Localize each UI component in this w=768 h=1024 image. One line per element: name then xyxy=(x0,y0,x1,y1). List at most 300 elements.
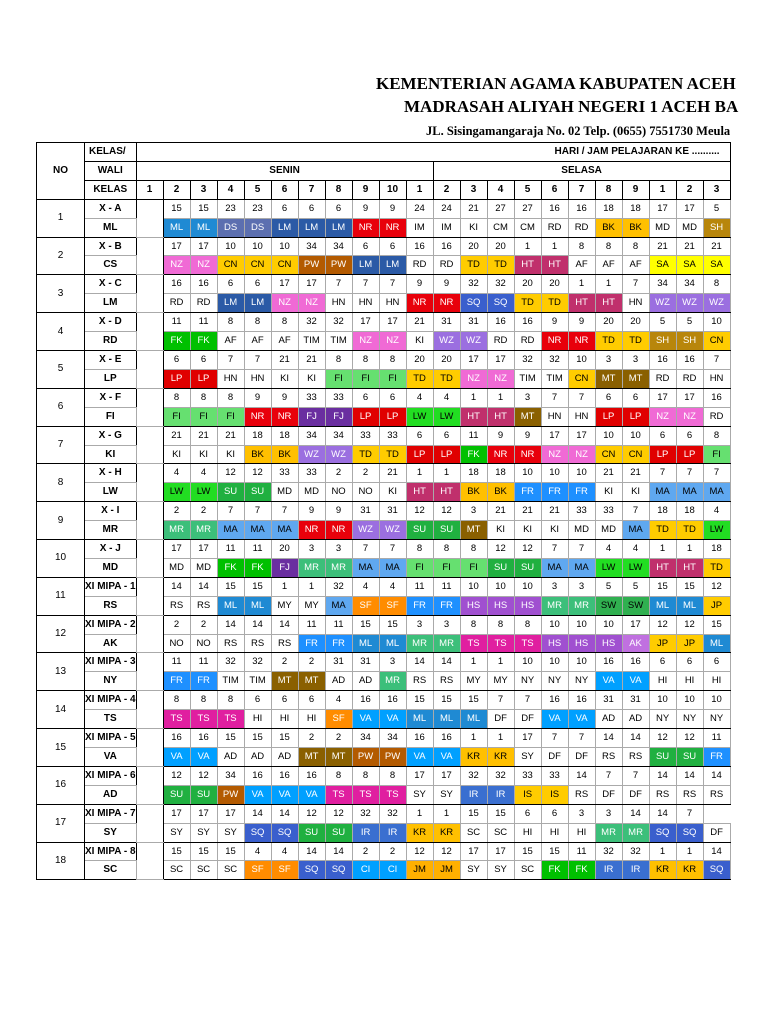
teacher-code: SH xyxy=(649,332,676,351)
teacher-code: AF xyxy=(568,256,595,275)
period-number: 3 xyxy=(568,804,595,823)
period-number: 2 xyxy=(352,842,379,861)
teacher-code: IR xyxy=(622,861,649,880)
period-number: 7 xyxy=(703,350,730,369)
teacher-code: TD xyxy=(703,558,730,577)
period-number: 6 xyxy=(325,199,352,218)
period-number: 17 xyxy=(406,766,433,785)
period-number: 12 xyxy=(244,464,271,483)
period-number: 16 xyxy=(406,237,433,256)
period-number: 18 xyxy=(676,502,703,521)
period-number: 33 xyxy=(298,388,325,407)
teacher-code: CM xyxy=(487,218,514,237)
period-number: 15 xyxy=(433,691,460,710)
teacher-code: RS xyxy=(703,785,730,804)
teacher-code: TIM xyxy=(325,332,352,351)
period-number: 3 xyxy=(325,540,352,559)
period-number: 1 xyxy=(541,237,568,256)
period-number: 17 xyxy=(298,275,325,294)
teacher-code: TD xyxy=(379,445,406,464)
period-number: 11 xyxy=(406,577,433,596)
period-number: 15 xyxy=(271,729,298,748)
period-number: 3 xyxy=(379,653,406,672)
hour-selasa: 3 xyxy=(460,180,487,199)
teacher-code: SQ xyxy=(676,823,703,842)
teacher-code: HS xyxy=(460,596,487,615)
teacher-code: NR xyxy=(568,332,595,351)
class-name: X - F xyxy=(85,388,137,407)
period-number: 7 xyxy=(352,275,379,294)
kelas-header: KELAS/ xyxy=(85,143,137,162)
period-number: 3 xyxy=(595,804,622,823)
teacher-code: IR xyxy=(595,861,622,880)
period-number: 34 xyxy=(649,275,676,294)
teacher-code: CN xyxy=(595,445,622,464)
hour-selasa: 1 xyxy=(406,180,433,199)
teacher-code: FK xyxy=(244,558,271,577)
period-number: 33 xyxy=(514,766,541,785)
period-number: 15 xyxy=(190,199,217,218)
teacher-code: LM xyxy=(244,294,271,313)
teacher-code: LW xyxy=(622,558,649,577)
period-number: 4 xyxy=(190,464,217,483)
teacher-code: TIM xyxy=(244,672,271,691)
empty-hour-cell xyxy=(136,313,163,351)
period-number: 11 xyxy=(568,842,595,861)
period-number: 11 xyxy=(163,653,190,672)
teacher-code: SF xyxy=(325,710,352,729)
period-number: 16 xyxy=(244,766,271,785)
period-number: 32 xyxy=(244,653,271,672)
teacher-code: TD xyxy=(595,332,622,351)
period-number: 10 xyxy=(703,691,730,710)
period-number: 9 xyxy=(487,426,514,445)
period-number: 18 xyxy=(460,464,487,483)
teacher-code: SH xyxy=(703,218,730,237)
day-selasa: SELASA xyxy=(433,161,730,180)
period-number: 7 xyxy=(622,275,649,294)
period-number: 8 xyxy=(703,275,730,294)
teacher-code: DS xyxy=(217,218,244,237)
teacher-code: AD xyxy=(352,672,379,691)
period-number: 5 xyxy=(622,577,649,596)
teacher-code: WZ xyxy=(649,294,676,313)
period-number: 3 xyxy=(460,502,487,521)
period-number: 17 xyxy=(487,350,514,369)
teacher-code: TD xyxy=(460,256,487,275)
period-number: 9 xyxy=(541,313,568,332)
teacher-code: MA xyxy=(379,558,406,577)
period-number: 4 xyxy=(271,842,298,861)
hour-selasa: 7 xyxy=(568,180,595,199)
header-line-2: MADRASAH ALIYAH NEGERI 1 ACEH BA xyxy=(404,97,739,116)
teacher-code: ML xyxy=(406,710,433,729)
teacher-code: MD xyxy=(649,218,676,237)
period-number: 6 xyxy=(163,350,190,369)
teacher-code: IR xyxy=(352,823,379,842)
teacher-code: KI xyxy=(460,218,487,237)
period-number: 14 xyxy=(217,615,244,634)
teacher-code: NZ xyxy=(163,256,190,275)
teacher-code: VA xyxy=(595,672,622,691)
period-number: 6 xyxy=(352,388,379,407)
row-number: 1 xyxy=(37,199,85,237)
period-number: 12 xyxy=(406,842,433,861)
period-number: 6 xyxy=(703,653,730,672)
teacher-code: KR xyxy=(433,823,460,842)
period-number: 7 xyxy=(244,350,271,369)
teacher-code: NR xyxy=(244,407,271,426)
teacher-code: MT xyxy=(298,748,325,767)
teacher-code: AD xyxy=(244,748,271,767)
teacher-code: SF xyxy=(271,861,298,880)
period-number: 20 xyxy=(487,237,514,256)
teacher-code: HT xyxy=(595,294,622,313)
teacher-code: MA xyxy=(325,596,352,615)
hour-senin: 8 xyxy=(325,180,352,199)
period-number: 6 xyxy=(298,199,325,218)
hour-next: 2 xyxy=(676,180,703,199)
period-number: 21 xyxy=(190,426,217,445)
period-number: 3 xyxy=(595,350,622,369)
teacher-code: SQ xyxy=(649,823,676,842)
period-number: 7 xyxy=(676,464,703,483)
teacher-code: RS xyxy=(217,634,244,653)
period-number: 9 xyxy=(325,502,352,521)
period-number: 7 xyxy=(622,766,649,785)
homeroom-code: VA xyxy=(85,748,137,767)
teacher-code: MA xyxy=(676,483,703,502)
period-number: 12 xyxy=(649,729,676,748)
period-number: 6 xyxy=(433,426,460,445)
period-number: 16 xyxy=(190,275,217,294)
teacher-code: MT xyxy=(298,672,325,691)
period-number: 14 xyxy=(190,577,217,596)
period-number: 2 xyxy=(190,502,217,521)
teacher-code: RD xyxy=(703,407,730,426)
period-number: 23 xyxy=(244,199,271,218)
teacher-code: TS xyxy=(352,785,379,804)
period-number: 10 xyxy=(568,464,595,483)
period-number: 12 xyxy=(649,615,676,634)
period-number: 15 xyxy=(217,729,244,748)
period-number: 7 xyxy=(487,691,514,710)
teacher-code: VA xyxy=(271,785,298,804)
period-number: 16 xyxy=(568,199,595,218)
period-number: 33 xyxy=(325,388,352,407)
teacher-code: IS xyxy=(541,785,568,804)
period-number: 20 xyxy=(622,313,649,332)
teacher-code: MR xyxy=(595,823,622,842)
period-number: 11 xyxy=(190,653,217,672)
hour-senin: 5 xyxy=(244,180,271,199)
teacher-code: MT xyxy=(460,521,487,540)
period-number: 17 xyxy=(163,804,190,823)
period-number: 16 xyxy=(622,653,649,672)
class-name: XI MIPA - 7 xyxy=(85,804,137,823)
period-number: 24 xyxy=(433,199,460,218)
period-number: 11 xyxy=(325,615,352,634)
teacher-code: NZ xyxy=(298,294,325,313)
period-number: 16 xyxy=(406,729,433,748)
teacher-code: RS xyxy=(622,748,649,767)
hour-selasa: 8 xyxy=(595,180,622,199)
row-number: 12 xyxy=(37,615,85,653)
teacher-code: PW xyxy=(325,256,352,275)
teacher-code: MD xyxy=(190,558,217,577)
teacher-code: LP xyxy=(190,369,217,388)
empty-hour-cell xyxy=(136,502,163,540)
row-number: 8 xyxy=(37,464,85,502)
hour-senin: 6 xyxy=(271,180,298,199)
period-number: 7 xyxy=(217,502,244,521)
period-number: 16 xyxy=(433,729,460,748)
teacher-code: FR xyxy=(406,596,433,615)
period-number: 2 xyxy=(271,653,298,672)
period-number: 7 xyxy=(676,804,703,823)
period-number: 14 xyxy=(271,615,298,634)
teacher-code: LW xyxy=(406,407,433,426)
period-number: 15 xyxy=(487,804,514,823)
period-number: 7 xyxy=(649,464,676,483)
teacher-code: VA xyxy=(406,748,433,767)
period-number: 14 xyxy=(703,842,730,861)
empty-hour-cell xyxy=(136,804,163,842)
period-number: 1 xyxy=(406,804,433,823)
teacher-code: IR xyxy=(460,785,487,804)
period-number: 8 xyxy=(406,540,433,559)
period-number: 12 xyxy=(514,540,541,559)
teacher-code: DF xyxy=(622,785,649,804)
period-number: 8 xyxy=(217,691,244,710)
teacher-code: HS xyxy=(541,634,568,653)
teacher-code: HN xyxy=(352,294,379,313)
period-number: 33 xyxy=(595,502,622,521)
homeroom-code: LM xyxy=(85,294,137,313)
teacher-code: NR xyxy=(325,521,352,540)
period-number: 10 xyxy=(541,615,568,634)
homeroom-code: ML xyxy=(85,218,137,237)
teacher-code: RD xyxy=(487,332,514,351)
period-number: 1 xyxy=(487,653,514,672)
teacher-code: SA xyxy=(676,256,703,275)
teacher-code: SQ xyxy=(460,294,487,313)
period-number: 1 xyxy=(487,729,514,748)
teacher-code: SU xyxy=(649,748,676,767)
period-number: 16 xyxy=(568,691,595,710)
teacher-code: RD xyxy=(433,256,460,275)
period-number: 33 xyxy=(352,426,379,445)
teacher-code: KR xyxy=(487,748,514,767)
period-number: 6 xyxy=(406,426,433,445)
header-line-3: JL. Sisingamangaraja No. 02 Telp. (0655) 7551730 Meula xyxy=(426,124,731,138)
teacher-code: SC xyxy=(514,861,541,880)
hour-next: 1 xyxy=(649,180,676,199)
period-number: 9 xyxy=(298,502,325,521)
period-number: 17 xyxy=(676,388,703,407)
teacher-code: RD xyxy=(676,369,703,388)
teacher-code: TD xyxy=(406,369,433,388)
period-number: 31 xyxy=(352,653,379,672)
teacher-code: LW xyxy=(595,558,622,577)
class-name: XI MIPA - 5 xyxy=(85,729,137,748)
period-number: 21 xyxy=(298,350,325,369)
teacher-code: FR xyxy=(163,672,190,691)
teacher-code: SU xyxy=(676,748,703,767)
teacher-code: LM xyxy=(271,218,298,237)
period-number: 4 xyxy=(703,502,730,521)
period-number: 10 xyxy=(595,426,622,445)
empty-hour-cell xyxy=(136,199,163,237)
teacher-code: CN xyxy=(244,256,271,275)
period-number: 7 xyxy=(325,275,352,294)
teacher-code: LM xyxy=(217,294,244,313)
period-number: 14 xyxy=(568,766,595,785)
period-number: 1 xyxy=(649,540,676,559)
period-number: 34 xyxy=(379,729,406,748)
teacher-code: FR xyxy=(703,748,730,767)
teacher-code: HN xyxy=(541,407,568,426)
teacher-code: LP xyxy=(352,407,379,426)
period-number: 15 xyxy=(514,842,541,861)
period-number: 16 xyxy=(298,766,325,785)
teacher-code: HI xyxy=(541,823,568,842)
period-number: 31 xyxy=(595,691,622,710)
period-number: 34 xyxy=(325,237,352,256)
period-number: 17 xyxy=(163,237,190,256)
teacher-code: WZ xyxy=(703,294,730,313)
period-number: 8 xyxy=(190,691,217,710)
period-number: 2 xyxy=(352,464,379,483)
class-name: XI MIPA - 8 xyxy=(85,842,137,861)
period-number: 31 xyxy=(379,502,406,521)
period-number: 32 xyxy=(514,350,541,369)
period-number: 7 xyxy=(271,502,298,521)
period-number: 6 xyxy=(676,653,703,672)
teacher-code: RD xyxy=(406,256,433,275)
period-number: 7 xyxy=(622,502,649,521)
period-number: 8 xyxy=(514,615,541,634)
period-number: 12 xyxy=(676,729,703,748)
period-number: 11 xyxy=(217,540,244,559)
teacher-code: SU xyxy=(190,785,217,804)
teacher-code: JP xyxy=(703,596,730,615)
teacher-code: FR xyxy=(298,634,325,653)
teacher-code: RS xyxy=(568,785,595,804)
teacher-code: FI xyxy=(325,369,352,388)
period-number: 15 xyxy=(460,804,487,823)
period-number: 14 xyxy=(595,729,622,748)
teacher-code: KI xyxy=(595,483,622,502)
schedule-table xyxy=(36,142,731,880)
teacher-code: AD xyxy=(271,748,298,767)
period-number: 17 xyxy=(190,804,217,823)
teacher-code: SF xyxy=(244,861,271,880)
teacher-code: TD xyxy=(622,332,649,351)
period-number: 9 xyxy=(271,388,298,407)
teacher-code: MD xyxy=(298,483,325,502)
period-number: 15 xyxy=(676,577,703,596)
period-number: 4 xyxy=(163,464,190,483)
teacher-code: MR xyxy=(622,823,649,842)
period-number: 15 xyxy=(703,615,730,634)
period-number: 5 xyxy=(649,313,676,332)
teacher-code: MD xyxy=(271,483,298,502)
teacher-code: TS xyxy=(514,634,541,653)
teacher-code: NZ xyxy=(379,332,406,351)
teacher-code: RS xyxy=(163,596,190,615)
teacher-code: SA xyxy=(703,256,730,275)
teacher-code: TD xyxy=(487,256,514,275)
teacher-code: FK xyxy=(217,558,244,577)
teacher-code: KR xyxy=(676,861,703,880)
period-number: 33 xyxy=(298,464,325,483)
teacher-code: HT xyxy=(568,294,595,313)
period-number: 4 xyxy=(433,388,460,407)
period-number: 10 xyxy=(541,464,568,483)
teacher-code: MD xyxy=(595,521,622,540)
period-number: 1 xyxy=(676,540,703,559)
teacher-code: SU xyxy=(163,785,190,804)
teacher-code: MT xyxy=(325,748,352,767)
period-number: 8 xyxy=(163,691,190,710)
period-number: 16 xyxy=(541,199,568,218)
period-number: 23 xyxy=(217,199,244,218)
teacher-code: CN xyxy=(271,256,298,275)
teacher-code: TD xyxy=(676,521,703,540)
teacher-code: NZ xyxy=(568,445,595,464)
teacher-code: AF xyxy=(595,256,622,275)
teacher-code: HN xyxy=(379,294,406,313)
teacher-code: RS xyxy=(595,748,622,767)
hour-gap: 1 xyxy=(136,180,163,199)
period-number: 32 xyxy=(622,842,649,861)
teacher-code: NY xyxy=(649,710,676,729)
period-number: 15 xyxy=(190,842,217,861)
period-number: 12 xyxy=(163,766,190,785)
row-number: 3 xyxy=(37,275,85,313)
teacher-code: JM xyxy=(433,861,460,880)
teacher-code: RS xyxy=(244,634,271,653)
teacher-code: NZ xyxy=(649,407,676,426)
teacher-code: LP xyxy=(433,445,460,464)
period-number: 9 xyxy=(514,426,541,445)
teacher-code: HI xyxy=(244,710,271,729)
teacher-code: CN xyxy=(217,256,244,275)
period-number: 17 xyxy=(190,540,217,559)
teacher-code: SQ xyxy=(244,823,271,842)
period-number: 12 xyxy=(406,502,433,521)
row-number: 15 xyxy=(37,729,85,767)
teacher-code: NR xyxy=(487,445,514,464)
period-number: 20 xyxy=(406,350,433,369)
teacher-code: LP xyxy=(622,407,649,426)
row-number: 10 xyxy=(37,540,85,578)
row-number: 2 xyxy=(37,237,85,275)
row-number: 6 xyxy=(37,388,85,426)
homeroom-code: KI xyxy=(85,445,137,464)
teacher-code: MA xyxy=(352,558,379,577)
teacher-code: FI xyxy=(703,445,730,464)
period-number: 14 xyxy=(433,653,460,672)
period-number: 5 xyxy=(595,577,622,596)
teacher-code: NY xyxy=(703,710,730,729)
teacher-code: NZ xyxy=(190,256,217,275)
period-number: 14 xyxy=(649,766,676,785)
period-number: 16 xyxy=(271,766,298,785)
period-number: 16 xyxy=(163,275,190,294)
period-number: 12 xyxy=(325,804,352,823)
